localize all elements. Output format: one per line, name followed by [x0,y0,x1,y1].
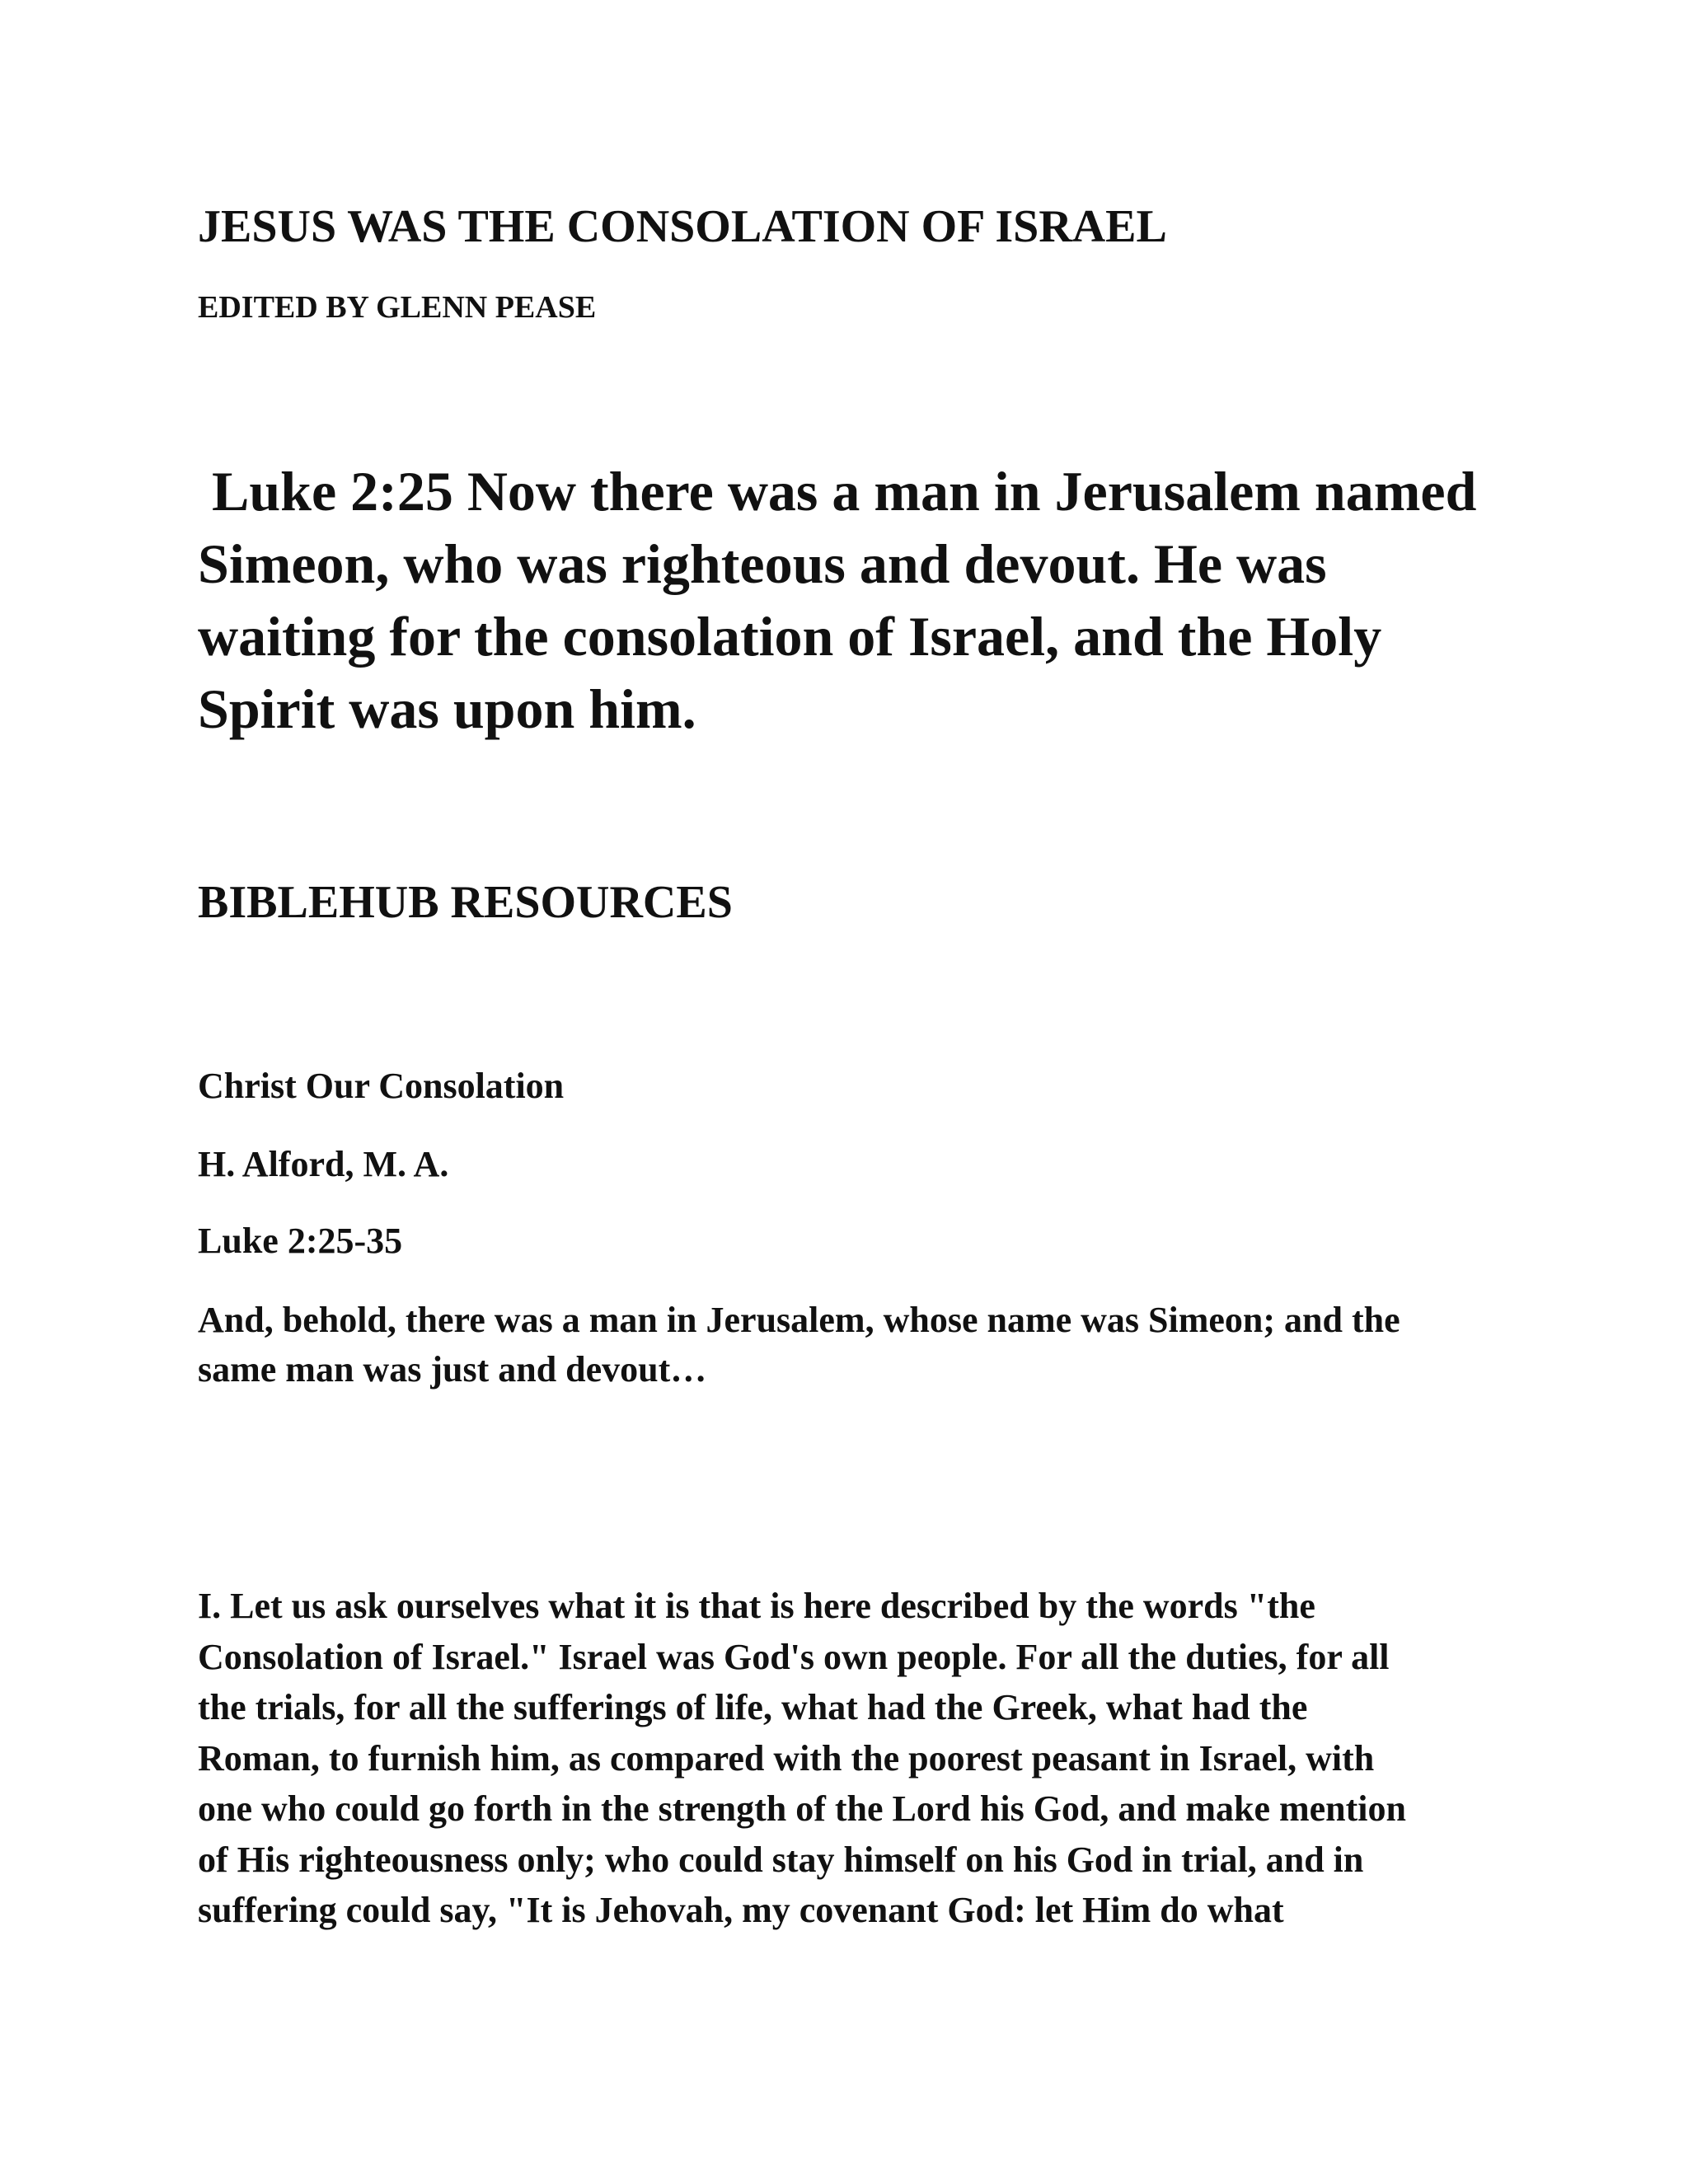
excerpt-line: And, behold, there was a man in Jerusalem, whose name was Simeon; and the [198,1300,1400,1340]
article-reference: Luke 2:25-35 [198,1221,403,1261]
scripture-passage [198,455,1476,745]
article-body [198,1581,1406,1936]
scripture-line: Spirit was upon him. [198,677,696,740]
body-line: one who could go forth in the strength of the Lord his God, and make mention [198,1788,1406,1829]
scripture-line: Luke 2:25 Now there was a man in Jerusalem named [198,460,1477,523]
scripture-line: waiting for the consolation of Israel, and the Holy [198,605,1382,668]
body-line: the trials, for all the sufferings of life, what had the Greek, what had the [198,1687,1308,1727]
body-line: suffering could say, "It is Jehovah, my covenant God: let Him do what [198,1890,1284,1930]
body-line: Roman, to furnish him, as compared with the poorest peasant in Israel, with [198,1737,1375,1779]
scripture-line: Simeon, who was righteous and devout. He was [198,532,1327,595]
article-author: H. Alford, M. A. [198,1144,449,1184]
excerpt-line: same man was just and devout… [198,1349,707,1390]
section-heading: BIBLEHUB RESOURCES [198,877,733,928]
body-line: I. Let us ask ourselves what it is that is here described by the words "the [198,1586,1315,1626]
body-line: Consolation of Israel." Israel was God's own people. For all the duties, for all [198,1636,1390,1677]
article-excerpt [198,1296,1400,1394]
document-title: JESUS WAS THE CONSOLATION OF ISRAEL [198,201,1167,252]
body-line: of His righteousness only; who could stay himself on his God in trial, and in [198,1839,1364,1880]
document-editor: EDITED BY GLENN PEASE [198,290,597,325]
article-title: Christ Our Consolation [198,1066,565,1106]
